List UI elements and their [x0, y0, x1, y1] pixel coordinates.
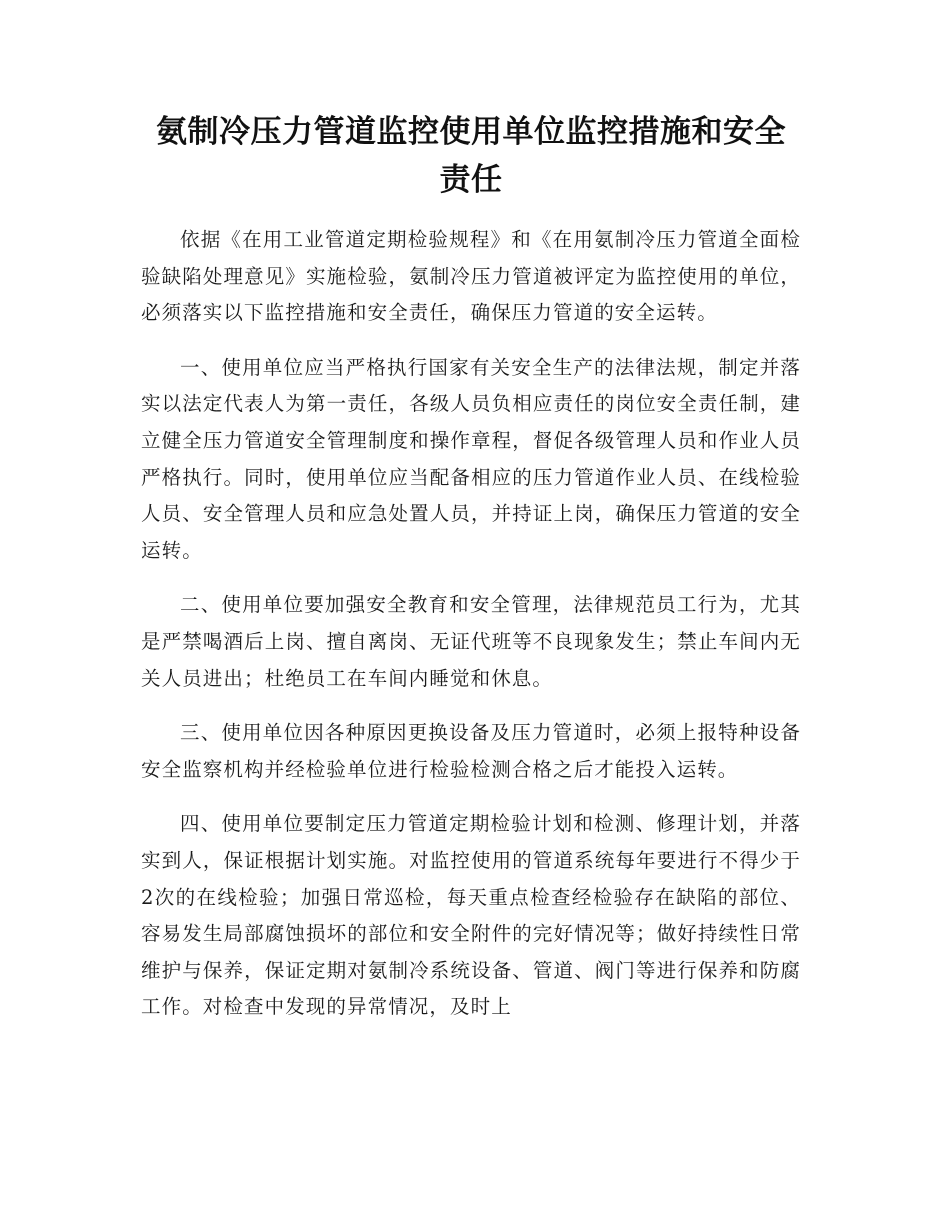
document-page [141, 108, 801, 1044]
document-title: 氨制冷压力管道监控使用单位监控措施和安全责任 [156, 114, 786, 198]
paragraph-item-4: 四、使用单位要制定压力管道定期检验计划和检测、修理计划，并落实到人，保证根据计划实施。对监控使用的管道系统每年要进行不得少于2次的在线检验；加强日常巡检，每天重点检查经检验存在缺陷的部位、容易发生局部腐蚀损坏的部位和安全附件的完好情况等；做好持续性日常维护与保养，保证定期对氨制冷系统设备、管道、阀门等进行保养和防腐工作。对检查中发现的异常情况，及时上 [141, 812, 801, 1019]
paragraph-item-1: 一、使用单位应当严格执行国家有关安全生产的法律法规，制定并落实以法定代表人为第一责任，各级人员负相应责任的岗位安全责任制，建立健全压力管道安全管理制度和操作章程，督促各级管理人员和作业人员严格执行。同时，使用单位应当配备相应的压力管道作业人员、在线检验人员、安全管理人员和应急处置人员，并持证上岗，确保压力管道的安全运转。 [141, 355, 801, 562]
paragraph-intro: 依据《在用工业管道定期检验规程》和《在用氨制冷压力管道全面检验缺陷处理意见》实施检验，氨制冷压力管道被评定为监控使用的单位，必须落实以下监控措施和安全责任，确保压力管道的安全运转。 [141, 228, 801, 325]
paragraph-item-3: 三、使用单位因各种原因更换设备及压力管道时，必须上报特种设备安全监察机构并经检验单位进行检验检测合格之后才能投入运转。 [141, 721, 801, 781]
document-body [141, 222, 801, 1026]
paragraph-item-2: 二、使用单位要加强安全教育和安全管理，法律规范员工行为，尤其是严禁喝酒后上岗、擅自离岗、无证代班等不良现象发生；禁止车间内无关人员进出；杜绝员工在车间内睡觉和休息。 [141, 593, 801, 690]
